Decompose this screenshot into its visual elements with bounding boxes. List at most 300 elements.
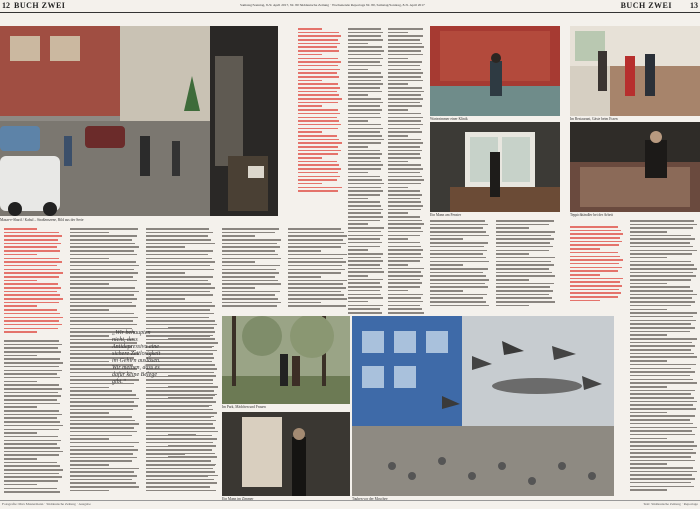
text-line [146,232,213,234]
text-line [4,443,57,445]
text-line [630,253,692,255]
text-line [348,268,382,270]
text-line [348,235,383,237]
text-line [388,198,420,200]
text-line [70,438,109,440]
text-line [70,272,138,274]
text-line [388,194,422,196]
text-line [298,46,337,48]
text-line [496,224,549,226]
text-line [570,267,622,269]
text-line [388,297,421,299]
text-line [168,342,218,344]
text-column-2 [388,28,424,320]
text-line [222,283,281,285]
text-line [168,375,216,377]
text-line [348,131,380,133]
text-line [222,258,281,260]
text-line [146,254,208,256]
text-line [298,117,337,119]
text-line [630,419,690,421]
text-line [496,246,553,248]
text-line [630,349,691,351]
text-line [630,390,695,392]
text-line [388,39,420,41]
text-line [348,153,382,155]
text-line [168,331,196,333]
text-line [168,372,214,374]
text-line [630,489,667,491]
text-line [348,279,383,281]
text-line [348,216,383,218]
caption-pigeons: Tauben vor der Moschee [352,497,388,501]
text-line [348,142,381,144]
text-line [630,242,690,244]
text-line [348,109,382,111]
text-line [222,261,255,263]
pigeons-illustration [352,316,614,496]
text-line [70,449,138,451]
text-line [388,157,421,159]
text-line [630,250,697,252]
text-line [298,153,338,155]
text-line [630,261,691,263]
man-window-illustration [430,122,560,212]
text-line [388,231,423,233]
text-line [70,291,139,293]
photo-man-window [430,122,560,212]
text-line [388,35,423,37]
text-line [630,456,691,458]
text-line [388,227,421,229]
text-line [146,313,214,315]
text-line [298,76,339,78]
text-line [70,302,132,304]
text-line [348,220,380,222]
text-line [630,342,692,344]
text-line [168,405,212,407]
text-line [496,257,555,259]
text-line [570,259,623,261]
text-line [288,232,344,234]
text-line [388,146,420,148]
text-line [388,187,408,189]
text-line [70,431,137,433]
caption-street: Mazar-e-Sharif / Kabul – Straßenszene, Bild aus der Serie [0,218,84,222]
text-line [146,287,215,289]
text-line [348,179,382,181]
text-line [298,124,341,126]
text-line [288,269,345,271]
text-line [298,176,340,178]
text-line [388,72,423,74]
text-line [146,243,215,245]
text-line [630,364,696,366]
text-line [4,313,60,315]
text-line [348,102,383,104]
text-line [630,401,697,403]
text-line [348,246,380,248]
text-line [70,258,109,260]
text-line [348,58,383,60]
text-line [146,258,212,260]
text-line [348,275,368,277]
text-line [298,161,337,163]
text-line [168,350,217,352]
text-line [70,276,133,278]
text-line [4,261,62,263]
text-line [146,298,185,300]
text-line [168,471,215,473]
text-line [70,401,134,403]
text-line [348,157,380,159]
text-line [4,421,60,423]
text-line [146,265,210,267]
text-line [298,94,339,96]
text-line [298,139,339,141]
text-line [70,490,109,492]
text-line [70,280,137,282]
text-line [168,468,213,470]
text-line [70,475,137,477]
text-line [298,35,341,37]
text-line [388,94,421,96]
text-line [348,231,381,233]
text-line [388,183,421,185]
text-line [348,242,382,244]
pull-quote: „Wir behaupten nicht, dass Antidepressiva eine sichere Zeitlosigkeit im Gehirn auslösen. Wir meinen, dass es dafür keine Belege gibt.“ [112,330,161,385]
text-line [630,220,694,222]
text-line [146,276,213,278]
text-line [288,246,341,248]
text-line [348,72,381,74]
text-line [4,344,62,346]
text-line [298,135,337,137]
text-line [570,230,621,232]
text-line [146,246,185,248]
text-line [630,375,690,377]
text-line [168,401,216,403]
text-line [288,239,343,241]
text-line [298,157,322,159]
text-line [430,261,489,263]
text-line [348,94,368,96]
text-line [222,265,280,267]
text-line [348,297,383,299]
text-line [298,120,339,122]
text-line [222,305,277,307]
text-line [630,368,691,370]
text-line [4,384,59,386]
text-line [4,280,37,282]
text-line [496,261,551,263]
text-line [388,83,408,85]
text-line [222,250,275,252]
text-line [4,302,59,304]
text-line [4,447,60,449]
text-line [570,248,600,250]
text-line [70,486,139,488]
text-line [348,294,381,296]
photo-curtain-room [430,26,560,116]
text-line [222,291,280,293]
text-line [348,253,383,255]
text-line [4,395,61,397]
text-line [630,449,693,451]
text-line [348,69,368,71]
text-line [4,462,57,464]
caption-curtain-room: Wartezimmer einer Klinik [430,117,468,121]
section-title-right: BUCH ZWEI [620,1,672,10]
text-line [570,281,620,283]
text-line [168,383,196,385]
text-line [630,408,696,410]
text-line [630,360,667,362]
text-line [222,298,278,300]
text-line [222,232,275,234]
text-line [388,113,421,115]
text-line [4,480,58,482]
text-line [348,65,382,67]
text-line [630,486,694,488]
text-line [168,427,215,429]
text-line [298,72,337,74]
text-line [298,28,322,30]
text-line [288,280,347,282]
text-line [70,423,139,425]
text-line [348,117,381,119]
text-line [288,228,341,230]
text-line [4,331,37,333]
text-column-11 [168,320,218,496]
text-line [348,161,381,163]
text-line [630,441,694,443]
text-line [222,243,277,245]
text-line [146,235,208,237]
text-line [70,435,132,437]
text-line [348,91,382,93]
text-line [348,39,383,41]
text-line [430,257,486,259]
text-line [298,128,338,130]
text-line [388,105,422,107]
text-line [298,109,338,111]
text-line [288,283,343,285]
text-line [388,142,423,144]
text-line [430,268,488,270]
text-line [630,268,697,270]
text-line [4,351,61,353]
text-line [146,302,212,304]
text-line [4,246,57,248]
text-line [630,290,693,292]
text-line [388,150,422,152]
text-line [388,168,423,170]
text-line [4,366,59,368]
text-line [70,405,138,407]
text-line [4,287,61,289]
text-line [630,279,691,281]
text-line [146,294,213,296]
text-line [348,172,368,174]
text-line [168,438,217,440]
text-line [70,361,109,363]
text-line [630,320,696,322]
text-line [630,460,695,462]
text-line [348,113,380,115]
text-line [348,83,383,85]
text-line [388,253,421,255]
text-line [496,268,549,270]
text-line [348,105,380,107]
text-line [388,80,423,82]
text-line [168,324,217,326]
text-line [388,179,424,181]
text-line [70,269,134,271]
text-line [388,131,422,133]
text-line [70,235,137,237]
text-line [70,453,133,455]
text-line [630,286,690,288]
text-line [630,471,697,473]
text-line [570,241,622,243]
text-line [388,124,423,126]
text-line [496,250,549,252]
text-line [4,309,57,311]
text-column-3 [430,220,490,312]
text-line [496,283,554,285]
text-line [70,420,135,422]
text-line [298,32,339,34]
text-line [570,226,618,228]
text-line [630,257,667,259]
text-line [168,453,215,455]
text-line [430,264,463,266]
text-line [348,290,380,292]
text-column-right-red [570,226,624,306]
text-line [168,445,216,447]
text-line [4,465,60,467]
text-line [298,190,338,192]
text-line [348,76,383,78]
text-line [298,69,340,71]
text-line [4,373,57,375]
text-line [4,436,58,438]
text-line [388,61,422,63]
text-line [430,279,489,281]
text-line [70,468,139,470]
text-line [4,454,59,456]
text-line [70,298,137,300]
text-line [570,278,623,280]
text-line [298,179,337,181]
text-line [168,464,216,466]
text-line [388,50,421,52]
text-line [168,409,196,411]
text-line [4,488,57,490]
text-line [4,324,62,326]
text-line [288,302,321,304]
text-line [388,268,424,270]
text-line [630,356,697,358]
footer-right: Text: Süddeutsche Zeitung · Reportage [643,502,698,506]
text-line [430,246,484,248]
text-line [388,164,421,166]
text-line [146,283,211,285]
text-line [298,187,342,189]
text-line [388,282,422,284]
text-line [4,291,57,293]
text-line [222,235,255,237]
text-line [4,265,57,267]
text-line [630,434,695,436]
text-line [70,442,139,444]
text-column-4 [496,220,556,312]
photo-pigeons [352,316,614,496]
text-line [388,32,408,34]
text-line [348,308,380,310]
text-line [348,183,384,185]
text-line [388,220,422,222]
text-line [348,190,383,192]
text-line [388,176,422,178]
text-line [298,168,341,170]
text-line [288,291,341,293]
text-line [388,46,424,48]
text-line [168,364,215,366]
text-line [388,190,420,192]
text-line [4,388,62,390]
text-line [630,445,697,447]
text-line [630,427,697,429]
text-line [496,264,554,266]
text-line [388,76,421,78]
text-line [630,231,667,233]
text-line [298,183,322,185]
text-line [222,294,275,296]
text-line [388,87,422,89]
text-line [168,379,213,381]
dark-room-illustration [222,412,350,496]
text-line [430,250,487,252]
text-line [146,280,208,282]
text-line [430,231,486,233]
text-line [348,312,382,314]
text-column-6 [4,340,64,496]
text-line [4,392,58,394]
text-line [496,290,553,292]
text-line [298,91,337,93]
text-line [288,258,343,260]
text-line [570,285,622,287]
text-line [4,358,60,360]
photo-carpet-man [570,122,700,212]
text-line [70,328,132,330]
text-line [630,415,695,417]
text-line [70,317,138,319]
text-line [630,379,693,381]
text-line [348,164,383,166]
text-line [570,292,621,294]
text-line [570,300,600,302]
text-column-10 [288,228,348,312]
text-line [388,54,423,56]
text-line [348,271,384,273]
text-line [4,425,63,427]
text-line [348,176,380,178]
text-column-left-red [4,228,64,338]
text-line [430,301,486,303]
